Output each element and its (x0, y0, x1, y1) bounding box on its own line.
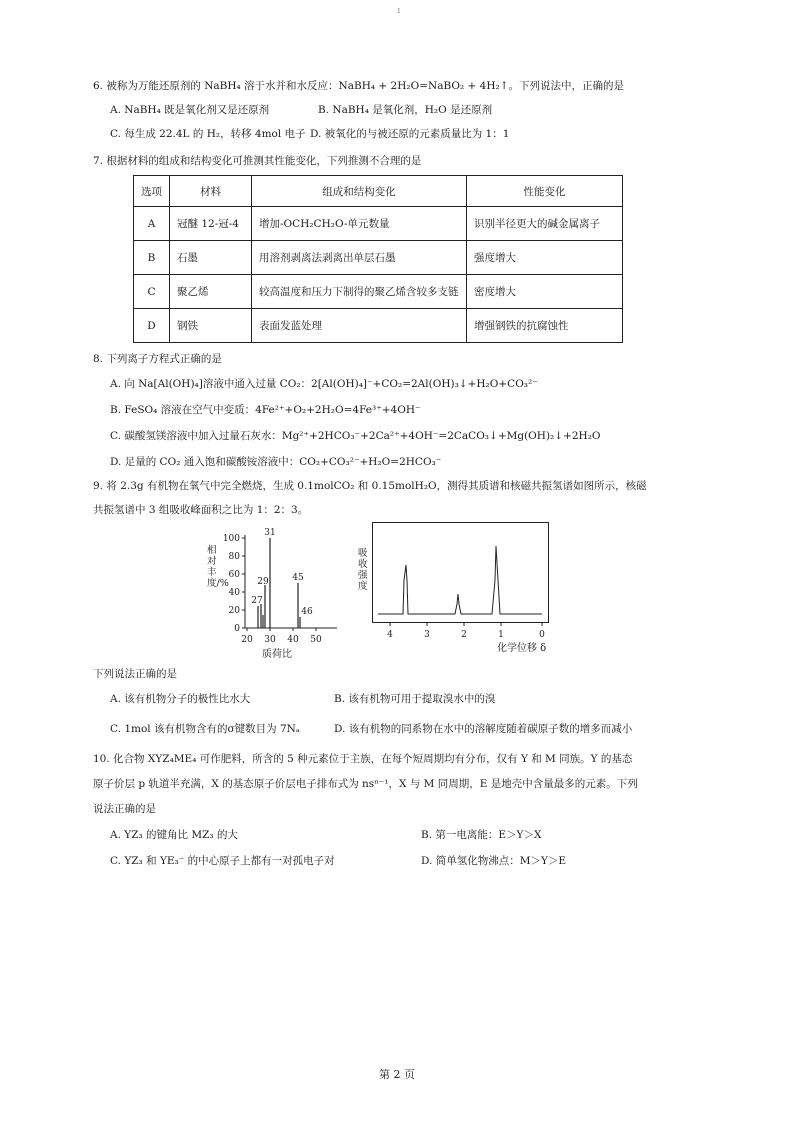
x-tick: 30 (264, 635, 276, 645)
q8-option-d: D. 足量的 CO₂ 通入饱和碳酸铵溶液中：CO₂+CO₃²⁻+H₂O=2HCO₃⁻ (110, 456, 442, 468)
table-cell: 石墨 (170, 241, 252, 275)
q8-option-c: C. 碳酸氢镁溶液中加入过量石灰水：Mg²⁺+2HCO₃⁻+2Ca²⁺+4OH⁻=2CaCO₃↓+Mg(OH)₂↓+2H₂O (110, 430, 601, 442)
mass-spectrum-plot (222, 525, 345, 665)
q9-option-b: B. 该有机物可用于提取溴水中的溴 (334, 693, 496, 705)
table-row (134, 309, 623, 343)
q9-stem-line2: 共振氢谱中 3 组吸收峰面积之比为 1：2：3。 (93, 504, 309, 516)
nmr-x-tick: 2 (461, 630, 467, 640)
q8-option-b: B. FeSO₄ 溶液在空气中变质：4Fe²⁺+O₂+2H₂O=4Fe³⁺+4OH⁻ (110, 404, 421, 416)
y-tick: 60 (228, 570, 240, 580)
table-cell: 强度增大 (467, 241, 623, 275)
table-cell: 增加-OCH₂CH₂O-单元数量 (252, 207, 467, 241)
table-header: 性能变化 (467, 176, 623, 207)
table-cell: 较高温度和压力下制得的聚乙烯含较多支链 (252, 275, 467, 309)
page-top-mark: 1 (397, 8, 401, 15)
q6-option-d: D. 被氧化的与被还原的元素质量比为 1：1 (310, 128, 510, 140)
peak-label-46: 46 (301, 607, 313, 617)
table-row (134, 207, 623, 241)
q9-stem-line1: 9. 将 2.3g 有机物在氧气中完全燃烧，生成 0.1molCO₂ 和 0.15molH₂O，测得其质谱和核磁共振氢谱如图所示，核磁 (93, 480, 647, 492)
table-row (134, 241, 623, 275)
materials-table (133, 175, 623, 343)
page-number: 第 2 页 (379, 1068, 415, 1081)
q9-lead: 下列说法正确的是 (93, 668, 177, 680)
y-tick: 40 (228, 588, 240, 598)
table-cell: A (134, 207, 170, 241)
nmr-x-tick: 0 (539, 630, 545, 640)
q9-option-d: D. 该有机物的同系物在水中的溶解度随着碳原子数的增多而减小 (334, 723, 633, 735)
y-tick: 20 (228, 606, 240, 616)
q10-option-d: D. 简单氢化物沸点：M＞Y＞E (421, 855, 567, 867)
table-cell: 聚乙烯 (170, 275, 252, 309)
y-tick: 0 (234, 624, 240, 634)
nmr-xlabel: 化学位移 δ (497, 643, 547, 654)
x-tick: 20 (241, 635, 253, 645)
q6-option-b: B. NaBH₄ 是氧化剂，H₂O 是还原剂 (318, 104, 493, 116)
q10-option-b: B. 第一电离能：E＞Y＞X (421, 829, 542, 841)
y-tick: 80 (228, 552, 240, 562)
peak-label-29: 29 (257, 577, 269, 587)
table-header: 材料 (170, 176, 252, 207)
q8-stem: 8. 下列离子方程式正确的是 (93, 353, 222, 365)
q10-option-c: C. YZ₃ 和 YE₃⁻ 的中心原子上都有一对孤电子对 (110, 855, 335, 867)
table-cell: 钢铁 (170, 309, 252, 343)
q9-option-a: A. 该有机物分子的极性比水大 (110, 693, 251, 705)
table-row (134, 275, 623, 309)
peak-label-31: 31 (264, 528, 276, 538)
mass-spectrum-ylabel: 相对丰度/% (207, 545, 229, 589)
nmr-x-tick: 3 (424, 630, 430, 640)
table-header-row (134, 176, 623, 207)
table-cell: 用溶剂剥离法剥离出单层石墨 (252, 241, 467, 275)
q10-option-a: A. YZ₃ 的键角比 MZ₃ 的大 (110, 829, 238, 841)
nmr-x-tick: 1 (498, 630, 504, 640)
nmr-ylabel: 吸收强度 (358, 548, 368, 592)
table-cell: 表面发蓝处理 (252, 309, 467, 343)
mass-spectrum-xlabel: 质荷比 (262, 649, 292, 660)
table-header: 选项 (134, 176, 170, 207)
q6-option-c: C. 每生成 22.4L 的 H₂，转移 4mol 电子 (110, 128, 306, 140)
peak-label-45: 45 (292, 573, 304, 583)
peak-label-27: 27 (251, 596, 263, 606)
nmr-spectrum-line (378, 546, 542, 614)
x-tick: 40 (287, 635, 299, 645)
q8-option-a: A. 向 Na[Al(OH)₄]溶液中通入过量 CO₂：2[Al(OH)₄]⁻+CO₂=2Al(OH)₃↓+H₂O+CO₃²⁻ (110, 378, 538, 390)
nmr-frame (373, 523, 549, 623)
nmr-x-tick: 4 (387, 630, 393, 640)
q6-option-a: A. NaBH₄ 既是氧化剂又是还原剂 (110, 104, 270, 116)
q9-option-c: C. 1mol 该有机物含有的σ键数目为 7Nₐ (110, 723, 300, 735)
table-cell: 密度增大 (467, 275, 623, 309)
y-tick: 100 (222, 534, 240, 544)
q10-line2: 原子价层 p 轨道半充满，X 的基态原子价层电子排布式为 nsⁿ⁻¹，X 与 M 同周期，E 是地壳中含量最多的元素。下列 (93, 778, 638, 790)
x-tick: 50 (310, 635, 322, 645)
table-header: 组成和结构变化 (252, 176, 467, 207)
q10-line3: 说法正确的是 (93, 803, 156, 815)
table-cell: 冠醚 12-冠-4 (170, 207, 252, 241)
table-cell: D (134, 309, 170, 343)
table-cell: B (134, 241, 170, 275)
table-cell: 识别半径更大的碱金属离子 (467, 207, 623, 241)
table-cell: 增强钢铁的抗腐蚀性 (467, 309, 623, 343)
q7-stem: 7. 根据材料的组成和结构变化可推测其性能变化，下列推测不合理的是 (93, 155, 422, 167)
nmr-plot (370, 520, 555, 642)
q10-line1: 10. 化合物 XYZ₄ME₄ 可作肥料，所含的 5 种元素位于主族，在每个短周期均有分布，仅有 Y 和 M 同族。Y 的基态 (93, 753, 633, 765)
q6-stem: 6. 被称为万能还原剂的 NaBH₄ 溶于水并和水反应：NaBH₄ + 2H₂O=NaBO₂ + 4H₂↑。下列说法中，正确的是 (93, 80, 625, 92)
table-cell: C (134, 275, 170, 309)
